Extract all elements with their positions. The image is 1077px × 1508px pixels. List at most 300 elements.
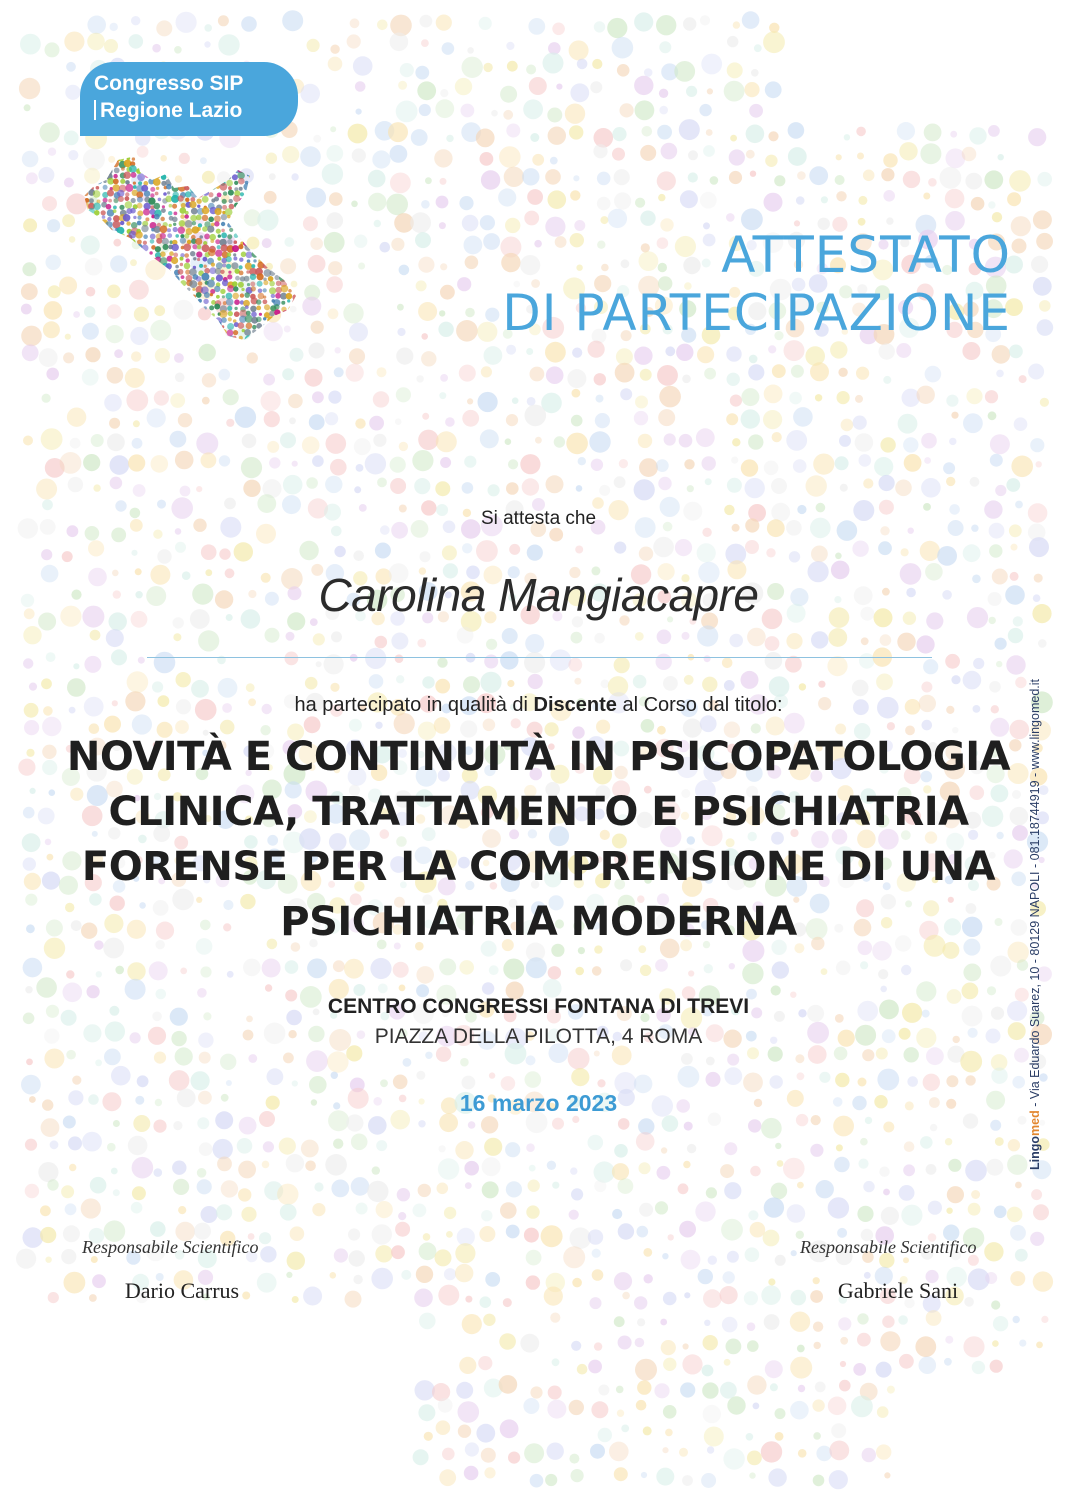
background-dot bbox=[988, 411, 997, 420]
map-dot bbox=[264, 150, 270, 155]
map-dot bbox=[263, 167, 270, 174]
background-dot bbox=[111, 1168, 118, 1175]
background-dot bbox=[946, 477, 955, 486]
map-dot bbox=[113, 340, 119, 346]
background-dot bbox=[421, 200, 430, 209]
background-dot bbox=[576, 485, 583, 492]
background-dot bbox=[520, 1334, 539, 1353]
map-dot bbox=[131, 198, 136, 203]
background-dot bbox=[593, 144, 607, 158]
background-dot bbox=[898, 414, 918, 434]
background-dot bbox=[528, 1180, 540, 1192]
background-dot bbox=[260, 1246, 276, 1262]
background-dot bbox=[356, 109, 362, 115]
background-dot bbox=[855, 395, 863, 403]
background-dot bbox=[69, 236, 76, 243]
background-dot bbox=[303, 216, 318, 231]
map-dot bbox=[178, 342, 183, 347]
background-dot bbox=[768, 1278, 775, 1285]
map-dot bbox=[186, 258, 190, 262]
background-dot bbox=[91, 434, 104, 447]
map-dot bbox=[119, 239, 124, 244]
map-dot bbox=[185, 341, 192, 348]
background-dot bbox=[41, 549, 52, 560]
background-dot bbox=[376, 1140, 387, 1151]
background-dot bbox=[702, 1365, 714, 1377]
map-dot bbox=[179, 305, 184, 310]
background-dot bbox=[664, 433, 676, 445]
background-dot bbox=[420, 551, 431, 562]
map-dot bbox=[204, 335, 209, 340]
map-dot bbox=[275, 191, 281, 197]
map-dot bbox=[240, 192, 244, 196]
map-dot bbox=[252, 246, 256, 250]
map-dot bbox=[229, 228, 233, 232]
map-dot bbox=[101, 301, 106, 306]
map-dot bbox=[299, 234, 303, 238]
background-dot bbox=[920, 143, 941, 164]
background-dot bbox=[746, 150, 755, 159]
background-dot bbox=[312, 1203, 325, 1216]
background-dot bbox=[883, 1189, 890, 1196]
background-dot bbox=[591, 1401, 608, 1418]
background-dot bbox=[22, 344, 39, 361]
map-dot bbox=[243, 183, 250, 190]
map-dot bbox=[147, 285, 155, 293]
map-dot bbox=[298, 337, 303, 342]
background-dot bbox=[305, 1161, 316, 1172]
background-dot bbox=[813, 1432, 821, 1440]
background-dot bbox=[68, 1136, 82, 1150]
background-dot bbox=[48, 148, 56, 156]
background-dot bbox=[506, 345, 516, 355]
background-dot bbox=[663, 1405, 677, 1419]
background-dot bbox=[396, 101, 418, 123]
background-dot bbox=[1040, 398, 1049, 407]
background-dot bbox=[833, 1116, 854, 1137]
map-dot bbox=[184, 244, 192, 252]
background-dot bbox=[106, 629, 124, 647]
background-dot bbox=[617, 1410, 624, 1417]
background-dot bbox=[796, 196, 805, 205]
background-dot bbox=[609, 1442, 629, 1462]
background-dot bbox=[797, 1182, 804, 1189]
background-dot bbox=[399, 442, 408, 451]
background-dot bbox=[325, 476, 342, 493]
background-dot bbox=[265, 984, 272, 991]
background-dot bbox=[393, 1075, 408, 1090]
map-dot bbox=[84, 246, 90, 252]
background-dot bbox=[620, 959, 632, 971]
map-dot bbox=[288, 168, 291, 171]
background-dot bbox=[963, 544, 981, 562]
background-dot bbox=[547, 1400, 566, 1419]
background-dot bbox=[299, 541, 318, 560]
background-dot bbox=[741, 409, 760, 428]
map-dot bbox=[256, 323, 262, 329]
map-dot bbox=[161, 318, 165, 322]
background-dot bbox=[354, 235, 367, 248]
background-dot bbox=[23, 218, 37, 232]
background-dot bbox=[202, 397, 210, 405]
background-dot bbox=[201, 544, 217, 560]
background-dot bbox=[1017, 959, 1028, 970]
background-dot bbox=[618, 1223, 634, 1239]
background-dot bbox=[241, 1207, 256, 1222]
lazio-region-map bbox=[78, 150, 303, 350]
background-dot bbox=[687, 1144, 696, 1153]
map-dot bbox=[228, 311, 233, 316]
map-dot bbox=[208, 217, 214, 223]
background-dot bbox=[95, 1059, 102, 1066]
background-dot bbox=[856, 127, 866, 137]
background-dot bbox=[23, 958, 43, 978]
map-dot bbox=[107, 217, 111, 221]
map-dot bbox=[279, 257, 286, 264]
background-dot bbox=[968, 1203, 981, 1216]
map-dot bbox=[94, 168, 99, 173]
background-dot bbox=[547, 108, 562, 123]
background-dot bbox=[765, 155, 777, 167]
map-dot bbox=[269, 281, 275, 287]
map-dot bbox=[103, 157, 108, 162]
map-dot bbox=[240, 211, 243, 214]
map-dot bbox=[150, 274, 156, 280]
map-dot bbox=[221, 229, 225, 233]
map-dot bbox=[126, 335, 130, 339]
map-dot bbox=[162, 287, 166, 291]
map-dot bbox=[288, 322, 295, 329]
background-dot bbox=[455, 1141, 473, 1159]
map-dot bbox=[253, 180, 258, 185]
map-dot bbox=[174, 212, 178, 216]
background-dot bbox=[24, 104, 31, 111]
background-dot bbox=[522, 168, 539, 185]
map-dot bbox=[114, 275, 118, 279]
map-dot bbox=[263, 280, 268, 285]
map-dot bbox=[108, 199, 112, 203]
background-dot bbox=[131, 550, 137, 556]
map-dot bbox=[195, 238, 202, 245]
map-dot bbox=[282, 199, 286, 203]
background-dot bbox=[703, 145, 715, 157]
background-dot bbox=[973, 658, 984, 669]
background-dot bbox=[839, 1380, 851, 1392]
background-dot bbox=[921, 682, 932, 693]
background-dot bbox=[857, 1206, 873, 1222]
background-dot bbox=[111, 1066, 131, 1086]
map-dot bbox=[160, 276, 164, 280]
background-dot bbox=[590, 1444, 605, 1459]
background-dot bbox=[659, 386, 681, 408]
background-dot bbox=[811, 546, 828, 563]
map-dot bbox=[197, 316, 204, 323]
background-dot bbox=[742, 963, 763, 984]
background-dot bbox=[599, 485, 610, 496]
background-dot bbox=[597, 172, 611, 186]
map-dot bbox=[107, 282, 111, 286]
background-dot bbox=[830, 341, 847, 358]
background-dot bbox=[860, 961, 868, 969]
background-dot bbox=[68, 477, 83, 492]
background-dot bbox=[744, 1291, 758, 1305]
map-dot bbox=[154, 203, 161, 210]
background-dot bbox=[440, 178, 447, 185]
background-dot bbox=[636, 1132, 655, 1151]
map-dot bbox=[78, 156, 84, 162]
background-dot bbox=[416, 375, 423, 382]
map-dot bbox=[244, 276, 250, 282]
background-dot bbox=[19, 78, 40, 99]
background-dot bbox=[592, 966, 602, 976]
map-dot bbox=[191, 179, 199, 187]
map-dot bbox=[173, 227, 178, 232]
background-dot bbox=[1038, 639, 1047, 648]
map-dot bbox=[196, 199, 201, 204]
map-dot bbox=[142, 305, 148, 311]
map-dot bbox=[83, 324, 87, 328]
map-dot bbox=[126, 329, 132, 335]
map-dot bbox=[193, 257, 196, 260]
background-dot bbox=[484, 1467, 495, 1478]
background-dot bbox=[859, 454, 872, 467]
map-dot bbox=[190, 190, 198, 198]
map-dot bbox=[78, 237, 83, 244]
background-dot bbox=[425, 177, 432, 184]
background-dot bbox=[125, 368, 145, 388]
background-dot bbox=[484, 346, 503, 365]
map-dot bbox=[270, 151, 275, 156]
background-dot bbox=[676, 344, 693, 361]
map-dot bbox=[281, 301, 285, 305]
map-dot bbox=[127, 156, 131, 160]
background-dot bbox=[277, 1184, 298, 1205]
map-dot bbox=[268, 243, 275, 250]
map-dot bbox=[168, 314, 171, 317]
map-dot bbox=[187, 240, 191, 244]
map-dot bbox=[155, 157, 159, 161]
map-dot bbox=[294, 335, 300, 341]
map-dot bbox=[240, 293, 244, 297]
background-dot bbox=[726, 213, 735, 222]
map-dot bbox=[79, 286, 85, 292]
map-dot bbox=[240, 198, 245, 203]
map-dot bbox=[143, 342, 150, 349]
background-dot bbox=[853, 416, 867, 430]
background-dot bbox=[577, 59, 588, 70]
map-dot bbox=[101, 264, 107, 270]
background-dot bbox=[520, 454, 540, 474]
map-dot bbox=[160, 251, 166, 257]
background-dot bbox=[154, 1168, 163, 1177]
attestation-intro: Si attesta che bbox=[480, 508, 597, 529]
background-dot bbox=[175, 451, 194, 470]
map-dot bbox=[258, 293, 265, 300]
background-dot bbox=[349, 323, 368, 342]
background-dot bbox=[945, 1138, 952, 1145]
background-dot bbox=[707, 88, 713, 94]
background-dot bbox=[930, 1124, 937, 1131]
background-dot bbox=[962, 342, 980, 360]
map-dot bbox=[197, 327, 205, 335]
background-dot bbox=[485, 308, 499, 322]
map-dot bbox=[132, 294, 136, 298]
map-dot bbox=[96, 217, 100, 221]
map-dot bbox=[263, 288, 267, 292]
map-dot bbox=[269, 221, 276, 228]
map-dot bbox=[83, 330, 88, 335]
background-dot bbox=[328, 57, 343, 72]
background-dot bbox=[375, 722, 382, 729]
map-dot bbox=[275, 150, 281, 155]
background-dot bbox=[702, 456, 716, 470]
map-dot bbox=[299, 178, 304, 184]
background-dot bbox=[64, 178, 74, 188]
background-dot bbox=[411, 129, 428, 146]
map-dot bbox=[269, 287, 276, 294]
background-dot bbox=[480, 1296, 492, 1308]
background-dot bbox=[680, 1382, 695, 1397]
background-dot bbox=[279, 1138, 296, 1155]
background-dot bbox=[524, 652, 545, 673]
background-dot bbox=[618, 1118, 630, 1130]
map-dot bbox=[275, 197, 283, 205]
map-dot bbox=[244, 329, 251, 336]
background-dot bbox=[457, 277, 471, 291]
map-dot bbox=[137, 301, 142, 306]
background-dot bbox=[330, 1272, 337, 1279]
background-dot bbox=[1030, 1232, 1044, 1246]
map-dot bbox=[280, 328, 287, 335]
map-dot bbox=[256, 221, 263, 228]
background-dot bbox=[635, 632, 644, 641]
background-dot bbox=[786, 430, 807, 451]
map-dot bbox=[137, 210, 143, 216]
map-dot bbox=[261, 191, 268, 198]
background-dot bbox=[322, 163, 343, 184]
background-dot bbox=[775, 1255, 786, 1266]
map-dot bbox=[150, 323, 157, 330]
background-dot bbox=[23, 436, 33, 446]
map-dot bbox=[125, 192, 129, 196]
map-dot bbox=[298, 276, 303, 282]
background-dot bbox=[880, 634, 892, 646]
background-dot bbox=[66, 62, 76, 72]
background-dot bbox=[775, 1143, 781, 1149]
background-dot bbox=[465, 255, 479, 269]
map-dot bbox=[179, 294, 185, 300]
map-dot bbox=[175, 175, 179, 179]
map-dot bbox=[222, 173, 227, 178]
background-dot bbox=[267, 441, 279, 453]
map-dot bbox=[137, 156, 143, 162]
map-dot bbox=[83, 249, 90, 256]
background-dot bbox=[464, 456, 476, 468]
map-dot bbox=[153, 316, 160, 323]
map-dot bbox=[158, 198, 162, 202]
background-dot bbox=[636, 1400, 647, 1411]
background-dot bbox=[903, 1257, 909, 1263]
map-dot bbox=[209, 335, 215, 341]
map-dot bbox=[89, 198, 94, 203]
map-dot bbox=[167, 233, 172, 238]
background-dot bbox=[727, 36, 738, 47]
background-dot bbox=[991, 1068, 1007, 1084]
background-dot bbox=[305, 677, 318, 690]
background-dot bbox=[47, 1179, 58, 1190]
map-dot bbox=[282, 232, 287, 237]
background-dot bbox=[879, 475, 895, 491]
map-dot bbox=[263, 317, 266, 320]
map-dot bbox=[154, 336, 160, 342]
map-dot bbox=[215, 250, 222, 257]
map-dot bbox=[264, 162, 271, 169]
background-dot bbox=[876, 674, 893, 691]
map-dot bbox=[294, 162, 298, 166]
map-dot bbox=[106, 227, 113, 234]
background-dot bbox=[684, 675, 694, 685]
map-dot bbox=[167, 288, 172, 293]
background-dot bbox=[505, 438, 512, 445]
background-dot bbox=[65, 1203, 77, 1215]
map-dot bbox=[161, 217, 165, 221]
background-dot bbox=[700, 15, 710, 25]
background-dot bbox=[996, 661, 1002, 667]
map-dot bbox=[132, 307, 136, 311]
background-dot bbox=[844, 134, 850, 140]
background-dot bbox=[963, 1336, 984, 1357]
background-dot bbox=[1039, 300, 1051, 312]
background-dot bbox=[592, 1249, 601, 1258]
background-dot bbox=[438, 1158, 459, 1179]
background-dot bbox=[83, 454, 100, 471]
background-dot bbox=[507, 61, 518, 72]
map-dot bbox=[125, 297, 132, 304]
map-dot bbox=[298, 309, 303, 316]
map-dot bbox=[259, 313, 262, 316]
map-dot bbox=[241, 341, 246, 346]
background-dot bbox=[674, 61, 695, 82]
background-dot bbox=[1012, 239, 1027, 254]
map-dot bbox=[113, 239, 119, 245]
map-dot bbox=[258, 167, 263, 172]
map-dot bbox=[130, 331, 135, 336]
background-dot bbox=[328, 261, 342, 275]
map-dot bbox=[90, 250, 96, 256]
map-dot bbox=[95, 264, 101, 270]
background-dot bbox=[857, 1313, 868, 1324]
map-dot bbox=[293, 259, 297, 263]
map-dot bbox=[85, 239, 89, 243]
background-dot bbox=[104, 1049, 121, 1066]
background-dot bbox=[600, 216, 608, 224]
background-dot bbox=[765, 81, 782, 98]
map-dot bbox=[81, 340, 89, 348]
map-dot bbox=[157, 150, 161, 153]
background-dot bbox=[575, 546, 583, 554]
background-dot bbox=[369, 416, 384, 431]
map-dot bbox=[253, 235, 256, 238]
background-dot bbox=[353, 550, 364, 561]
map-dot bbox=[271, 193, 275, 197]
background-dot bbox=[419, 104, 431, 116]
map-dot bbox=[287, 299, 290, 302]
background-dot bbox=[919, 1356, 937, 1374]
map-dot bbox=[231, 262, 238, 269]
background-dot bbox=[754, 44, 762, 52]
map-dot bbox=[185, 293, 191, 299]
map-dot bbox=[244, 221, 250, 227]
